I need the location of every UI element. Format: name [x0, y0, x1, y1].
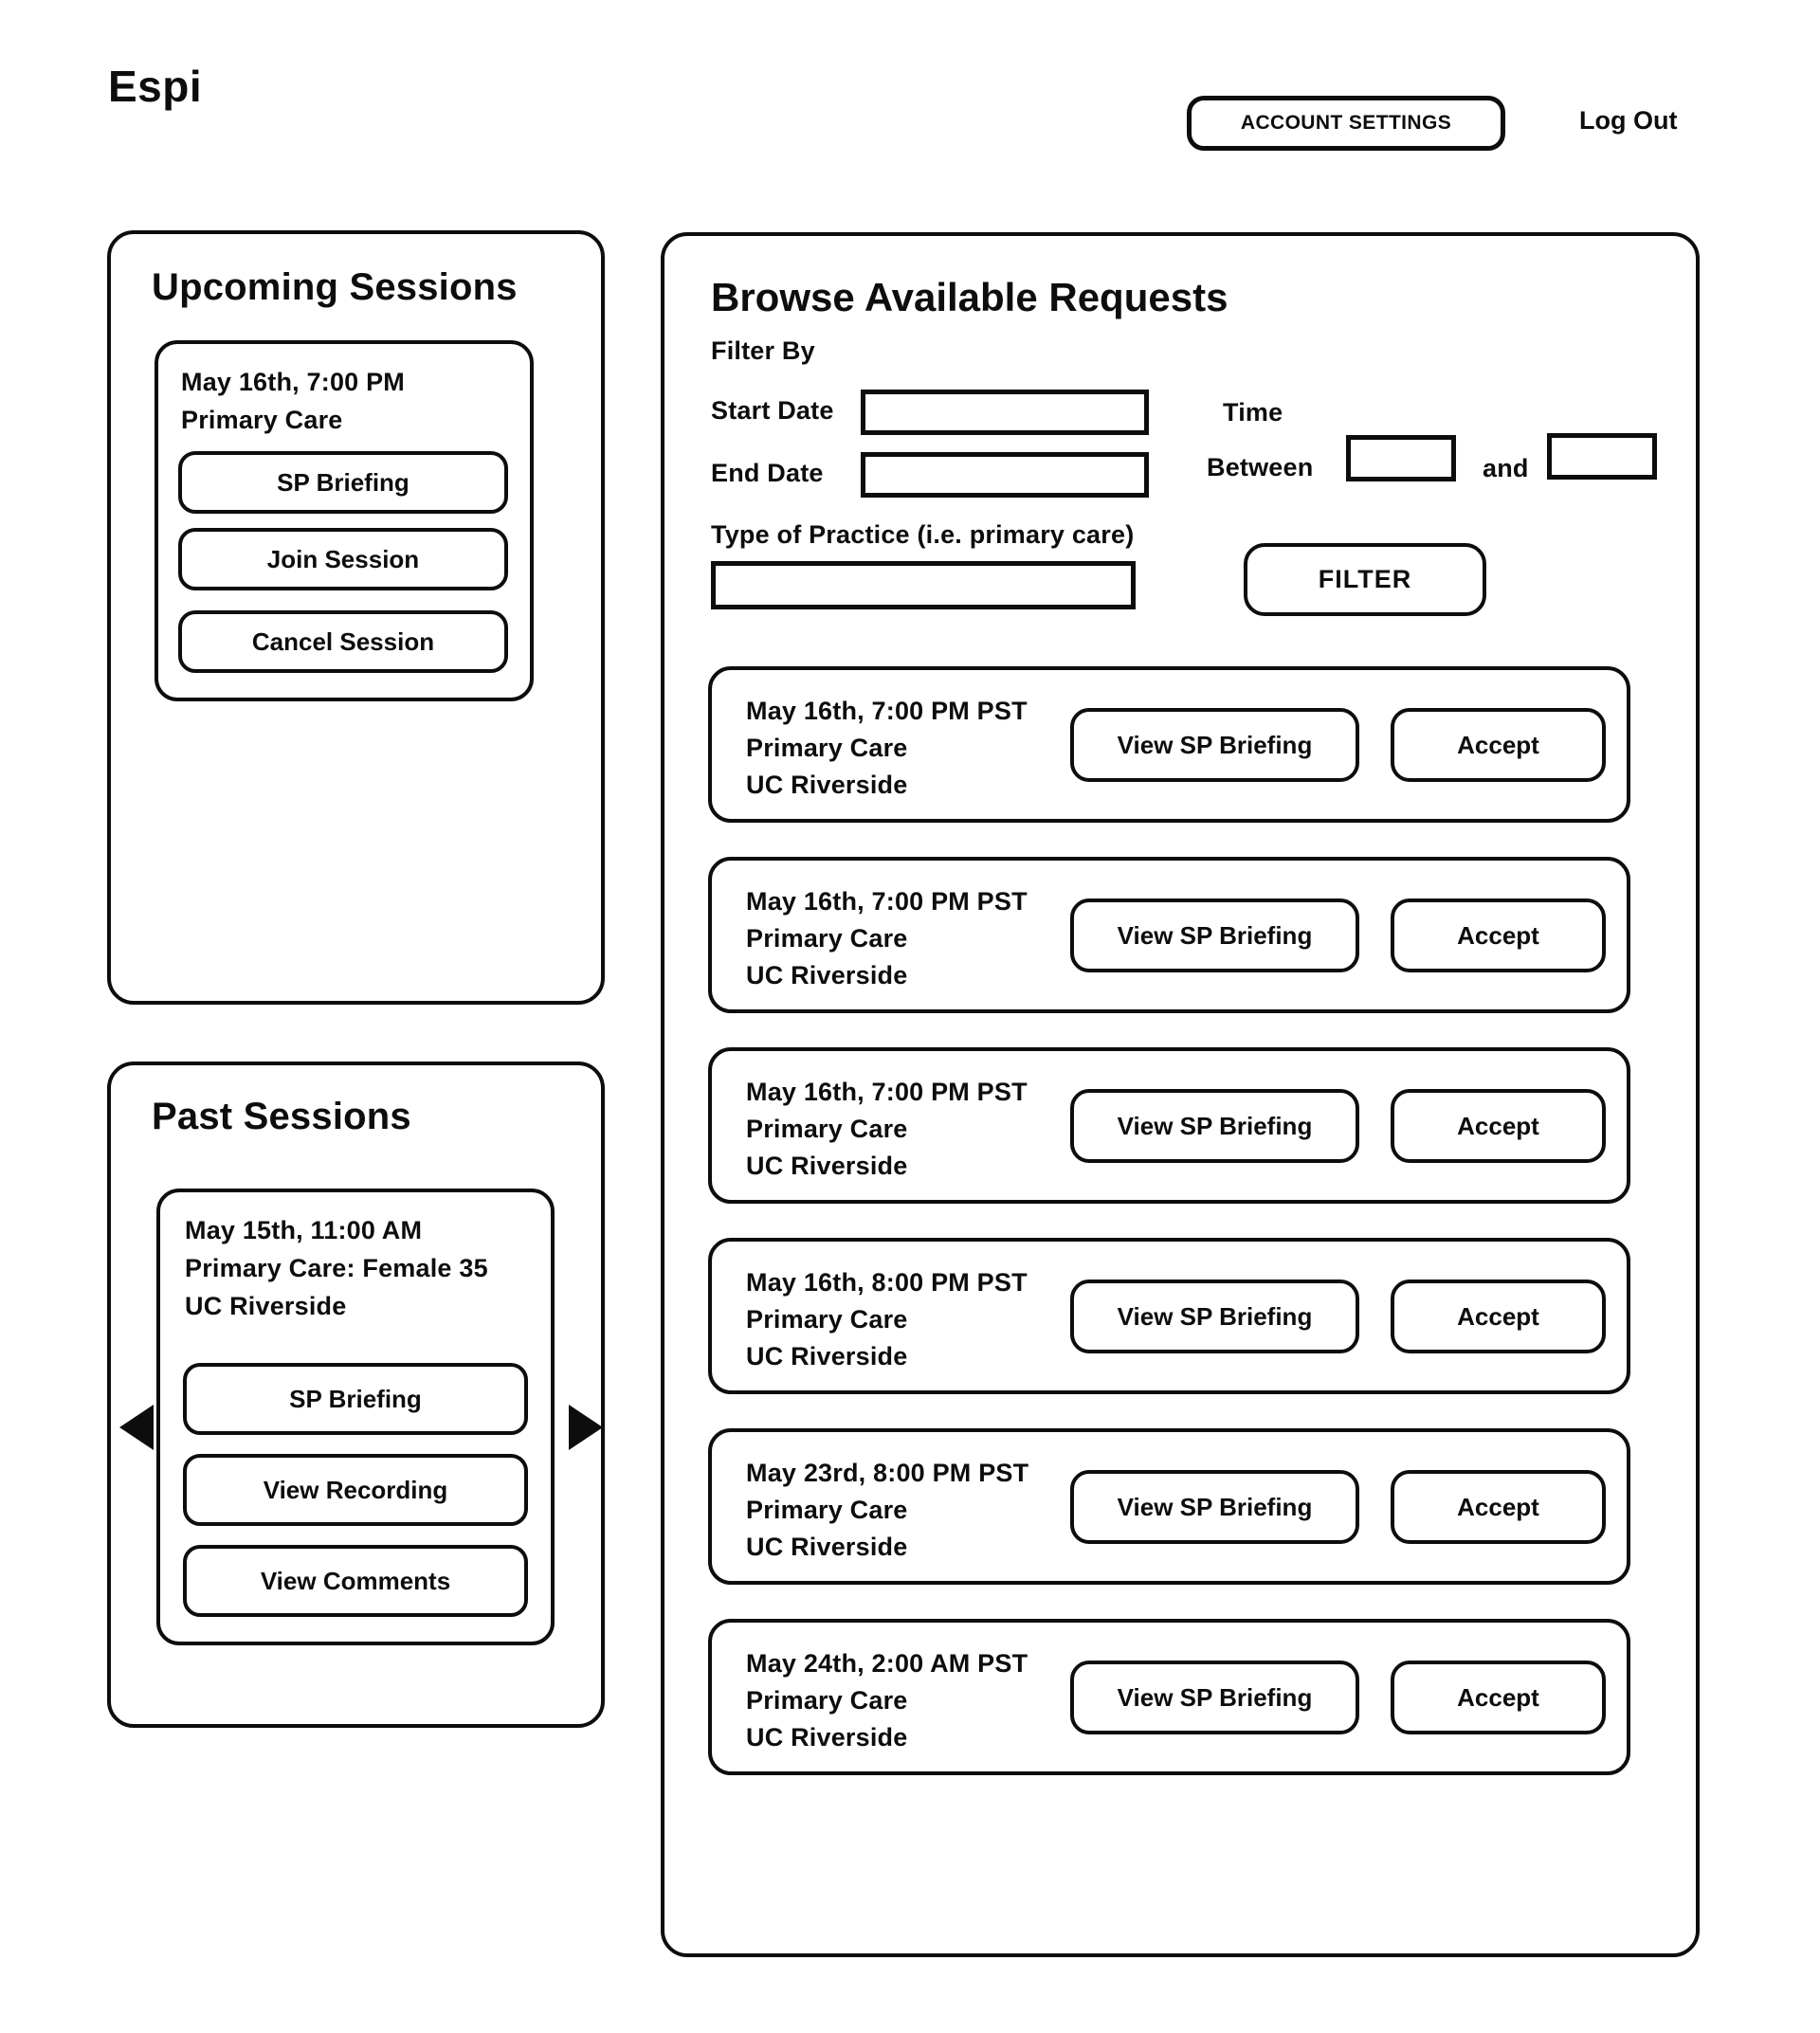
- view-comments-button[interactable]: View Comments: [183, 1545, 528, 1617]
- and-label: and: [1483, 454, 1529, 482]
- request-datetime: May 16th, 7:00 PM PST: [746, 887, 1028, 916]
- time-label: Time: [1223, 398, 1283, 427]
- request-location: UC Riverside: [746, 961, 908, 989]
- start-date-label: Start Date: [711, 396, 834, 425]
- upcoming-session-datetime: May 16th, 7:00 PM: [181, 368, 405, 396]
- request-card: [708, 1428, 1630, 1585]
- request-datetime: May 24th, 2:00 AM PST: [746, 1649, 1028, 1678]
- accept-button[interactable]: Accept: [1391, 1280, 1606, 1353]
- type-of-practice-label: Type of Practice (i.e. primary care): [711, 520, 1135, 549]
- request-info: [746, 883, 1028, 994]
- accept-button[interactable]: Accept: [1391, 899, 1606, 972]
- request-datetime: May 16th, 8:00 PM PST: [746, 1268, 1028, 1297]
- join-session-button[interactable]: Join Session: [178, 528, 508, 590]
- sp-briefing-button[interactable]: SP Briefing: [178, 451, 508, 514]
- end-date-label: End Date: [711, 459, 824, 487]
- request-card: [708, 1619, 1630, 1775]
- request-specialty: Primary Care: [746, 1305, 908, 1334]
- time-from-input[interactable]: [1346, 435, 1456, 481]
- view-sp-briefing-button[interactable]: View SP Briefing: [1070, 1661, 1359, 1734]
- view-sp-briefing-button[interactable]: View SP Briefing: [1070, 1470, 1359, 1544]
- request-location: UC Riverside: [746, 1152, 908, 1180]
- request-datetime: May 16th, 7:00 PM PST: [746, 697, 1028, 725]
- past-sp-briefing-button[interactable]: SP Briefing: [183, 1363, 528, 1435]
- upcoming-session-info: [181, 363, 405, 439]
- logout-link[interactable]: Log Out: [1579, 106, 1678, 135]
- accept-button[interactable]: Accept: [1391, 708, 1606, 782]
- request-specialty: Primary Care: [746, 734, 908, 762]
- request-list: [708, 666, 1630, 1775]
- view-sp-briefing-button[interactable]: View SP Briefing: [1070, 899, 1359, 972]
- request-specialty: Primary Care: [746, 1686, 908, 1715]
- account-settings-button[interactable]: ACCOUNT SETTINGS: [1187, 96, 1505, 151]
- past-session-specialty: Primary Care: Female 35: [185, 1254, 488, 1282]
- browse-requests-title: Browse Available Requests: [711, 275, 1228, 319]
- view-sp-briefing-button[interactable]: View SP Briefing: [1070, 1280, 1359, 1353]
- request-location: UC Riverside: [746, 771, 908, 799]
- request-datetime: May 23rd, 8:00 PM PST: [746, 1459, 1029, 1487]
- request-info: [746, 1455, 1028, 1566]
- request-card: [708, 1047, 1630, 1204]
- view-sp-briefing-button[interactable]: View SP Briefing: [1070, 1089, 1359, 1163]
- start-date-input[interactable]: [861, 390, 1149, 435]
- request-card: [708, 666, 1630, 823]
- request-specialty: Primary Care: [746, 1115, 908, 1143]
- request-info: [746, 1264, 1028, 1375]
- previous-session-arrow-icon[interactable]: [119, 1405, 154, 1450]
- between-label: Between: [1207, 453, 1314, 481]
- filter-by-label: Filter By: [711, 336, 815, 365]
- cancel-session-button[interactable]: Cancel Session: [178, 610, 508, 673]
- request-datetime: May 16th, 7:00 PM PST: [746, 1078, 1028, 1106]
- accept-button[interactable]: Accept: [1391, 1661, 1606, 1734]
- request-info: [746, 1645, 1028, 1756]
- past-session-datetime: May 15th, 11:00 AM: [185, 1216, 423, 1244]
- past-session-info: [185, 1211, 488, 1325]
- upcoming-session-specialty: Primary Care: [181, 406, 343, 434]
- accept-button[interactable]: Accept: [1391, 1089, 1606, 1163]
- time-to-input[interactable]: [1547, 433, 1657, 480]
- request-location: UC Riverside: [746, 1533, 908, 1561]
- app-logo: Espi: [108, 62, 203, 111]
- filter-button[interactable]: FILTER: [1244, 543, 1486, 616]
- past-sessions-title: Past Sessions: [152, 1096, 411, 1137]
- end-date-input[interactable]: [861, 452, 1149, 498]
- request-location: UC Riverside: [746, 1723, 908, 1752]
- request-card: [708, 1238, 1630, 1394]
- view-recording-button[interactable]: View Recording: [183, 1454, 528, 1526]
- request-card: [708, 857, 1630, 1013]
- accept-button[interactable]: Accept: [1391, 1470, 1606, 1544]
- type-of-practice-input[interactable]: [711, 561, 1136, 609]
- request-specialty: Primary Care: [746, 924, 908, 953]
- view-sp-briefing-button[interactable]: View SP Briefing: [1070, 708, 1359, 782]
- request-specialty: Primary Care: [746, 1496, 908, 1524]
- next-session-arrow-icon[interactable]: [569, 1405, 603, 1450]
- request-info: [746, 1074, 1028, 1185]
- upcoming-sessions-title: Upcoming Sessions: [152, 266, 518, 308]
- request-info: [746, 693, 1028, 804]
- past-session-location: UC Riverside: [185, 1292, 347, 1320]
- request-location: UC Riverside: [746, 1342, 908, 1370]
